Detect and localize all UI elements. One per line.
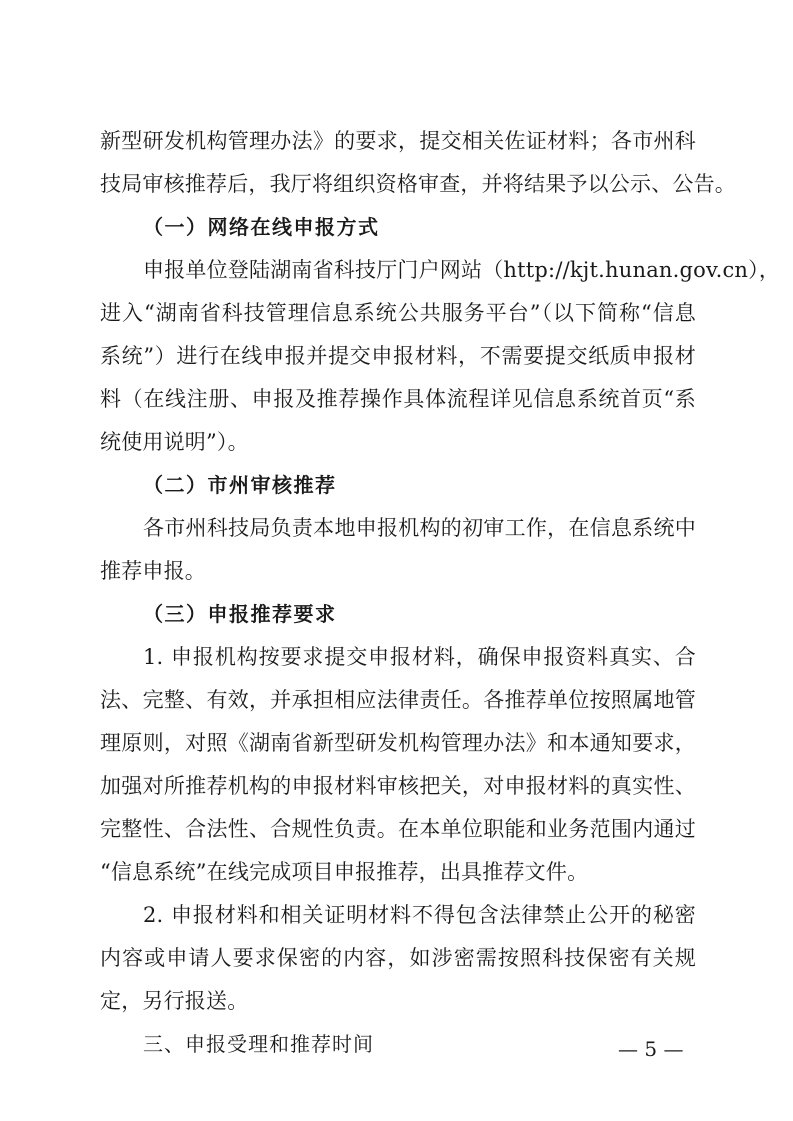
body-text-line: 内容或申请人要求保密的内容，如涉密需按照科技保密有关规 (100, 946, 696, 970)
body-text-line: 1. 申报机构按要求提交申报材料，确保申报资料真实、合 (143, 645, 696, 669)
page-number: — 5 — (618, 1037, 684, 1061)
body-text-line: 系统”）进行在线申报并提交申报材料，不需要提交纸质申报材 (100, 344, 696, 368)
body-text-line: 加强对所推荐机构的申报材料审核把关，对申报材料的真实性、 (100, 774, 696, 798)
body-text-line: 统使用说明”）。 (100, 430, 249, 454)
body-text-line: 完整性、合法性、合规性负责。在本单位职能和业务范围内通过 (100, 817, 696, 841)
section-heading-timeline: 三、申报受理和推荐时间 (143, 1032, 374, 1056)
body-text-line: 理原则，对照《湖南省新型研发机构管理办法》和本通知要求， (100, 731, 696, 755)
subheading-online-application: （一）网络在线申报方式 (143, 215, 380, 239)
body-text-line: 料（在线注册、申报及推荐操作具体流程详见信息系统首页“系 (100, 387, 696, 411)
body-text-line: 各市州科技局负责本地申报机构的初审工作，在信息系统中 (143, 516, 696, 540)
body-text-line: 进入“湖南省科技管理信息系统公共服务平台”（以下简称“信息 (100, 301, 696, 325)
body-text-line: 技局审核推荐后，我厅将组织资格审查，并将结果予以公示、公告。 (100, 172, 736, 196)
body-text-line: 定，另行报送。 (100, 989, 249, 1013)
body-text-line: 推荐申报。 (100, 559, 206, 583)
body-text-line: 申报单位登陆湖南省科技厅门户网站（http://kjt.hunan.gov.cn）， (143, 258, 781, 282)
subheading-city-review: （二）市州审核推荐 (143, 473, 337, 497)
body-text-line: 新型研发机构管理办法》的要求，提交相关佐证材料；各市州科 (100, 129, 696, 153)
subheading-requirements: （三）申报推荐要求 (143, 602, 337, 626)
body-text-line: “信息系统”在线完成项目申报推荐，出具推荐文件。 (100, 860, 589, 884)
body-text-line: 2. 申报材料和相关证明材料不得包含法律禁止公开的秘密 (143, 903, 696, 927)
body-text-line: 法、完整、有效，并承担相应法律责任。各推荐单位按照属地管 (100, 688, 696, 712)
